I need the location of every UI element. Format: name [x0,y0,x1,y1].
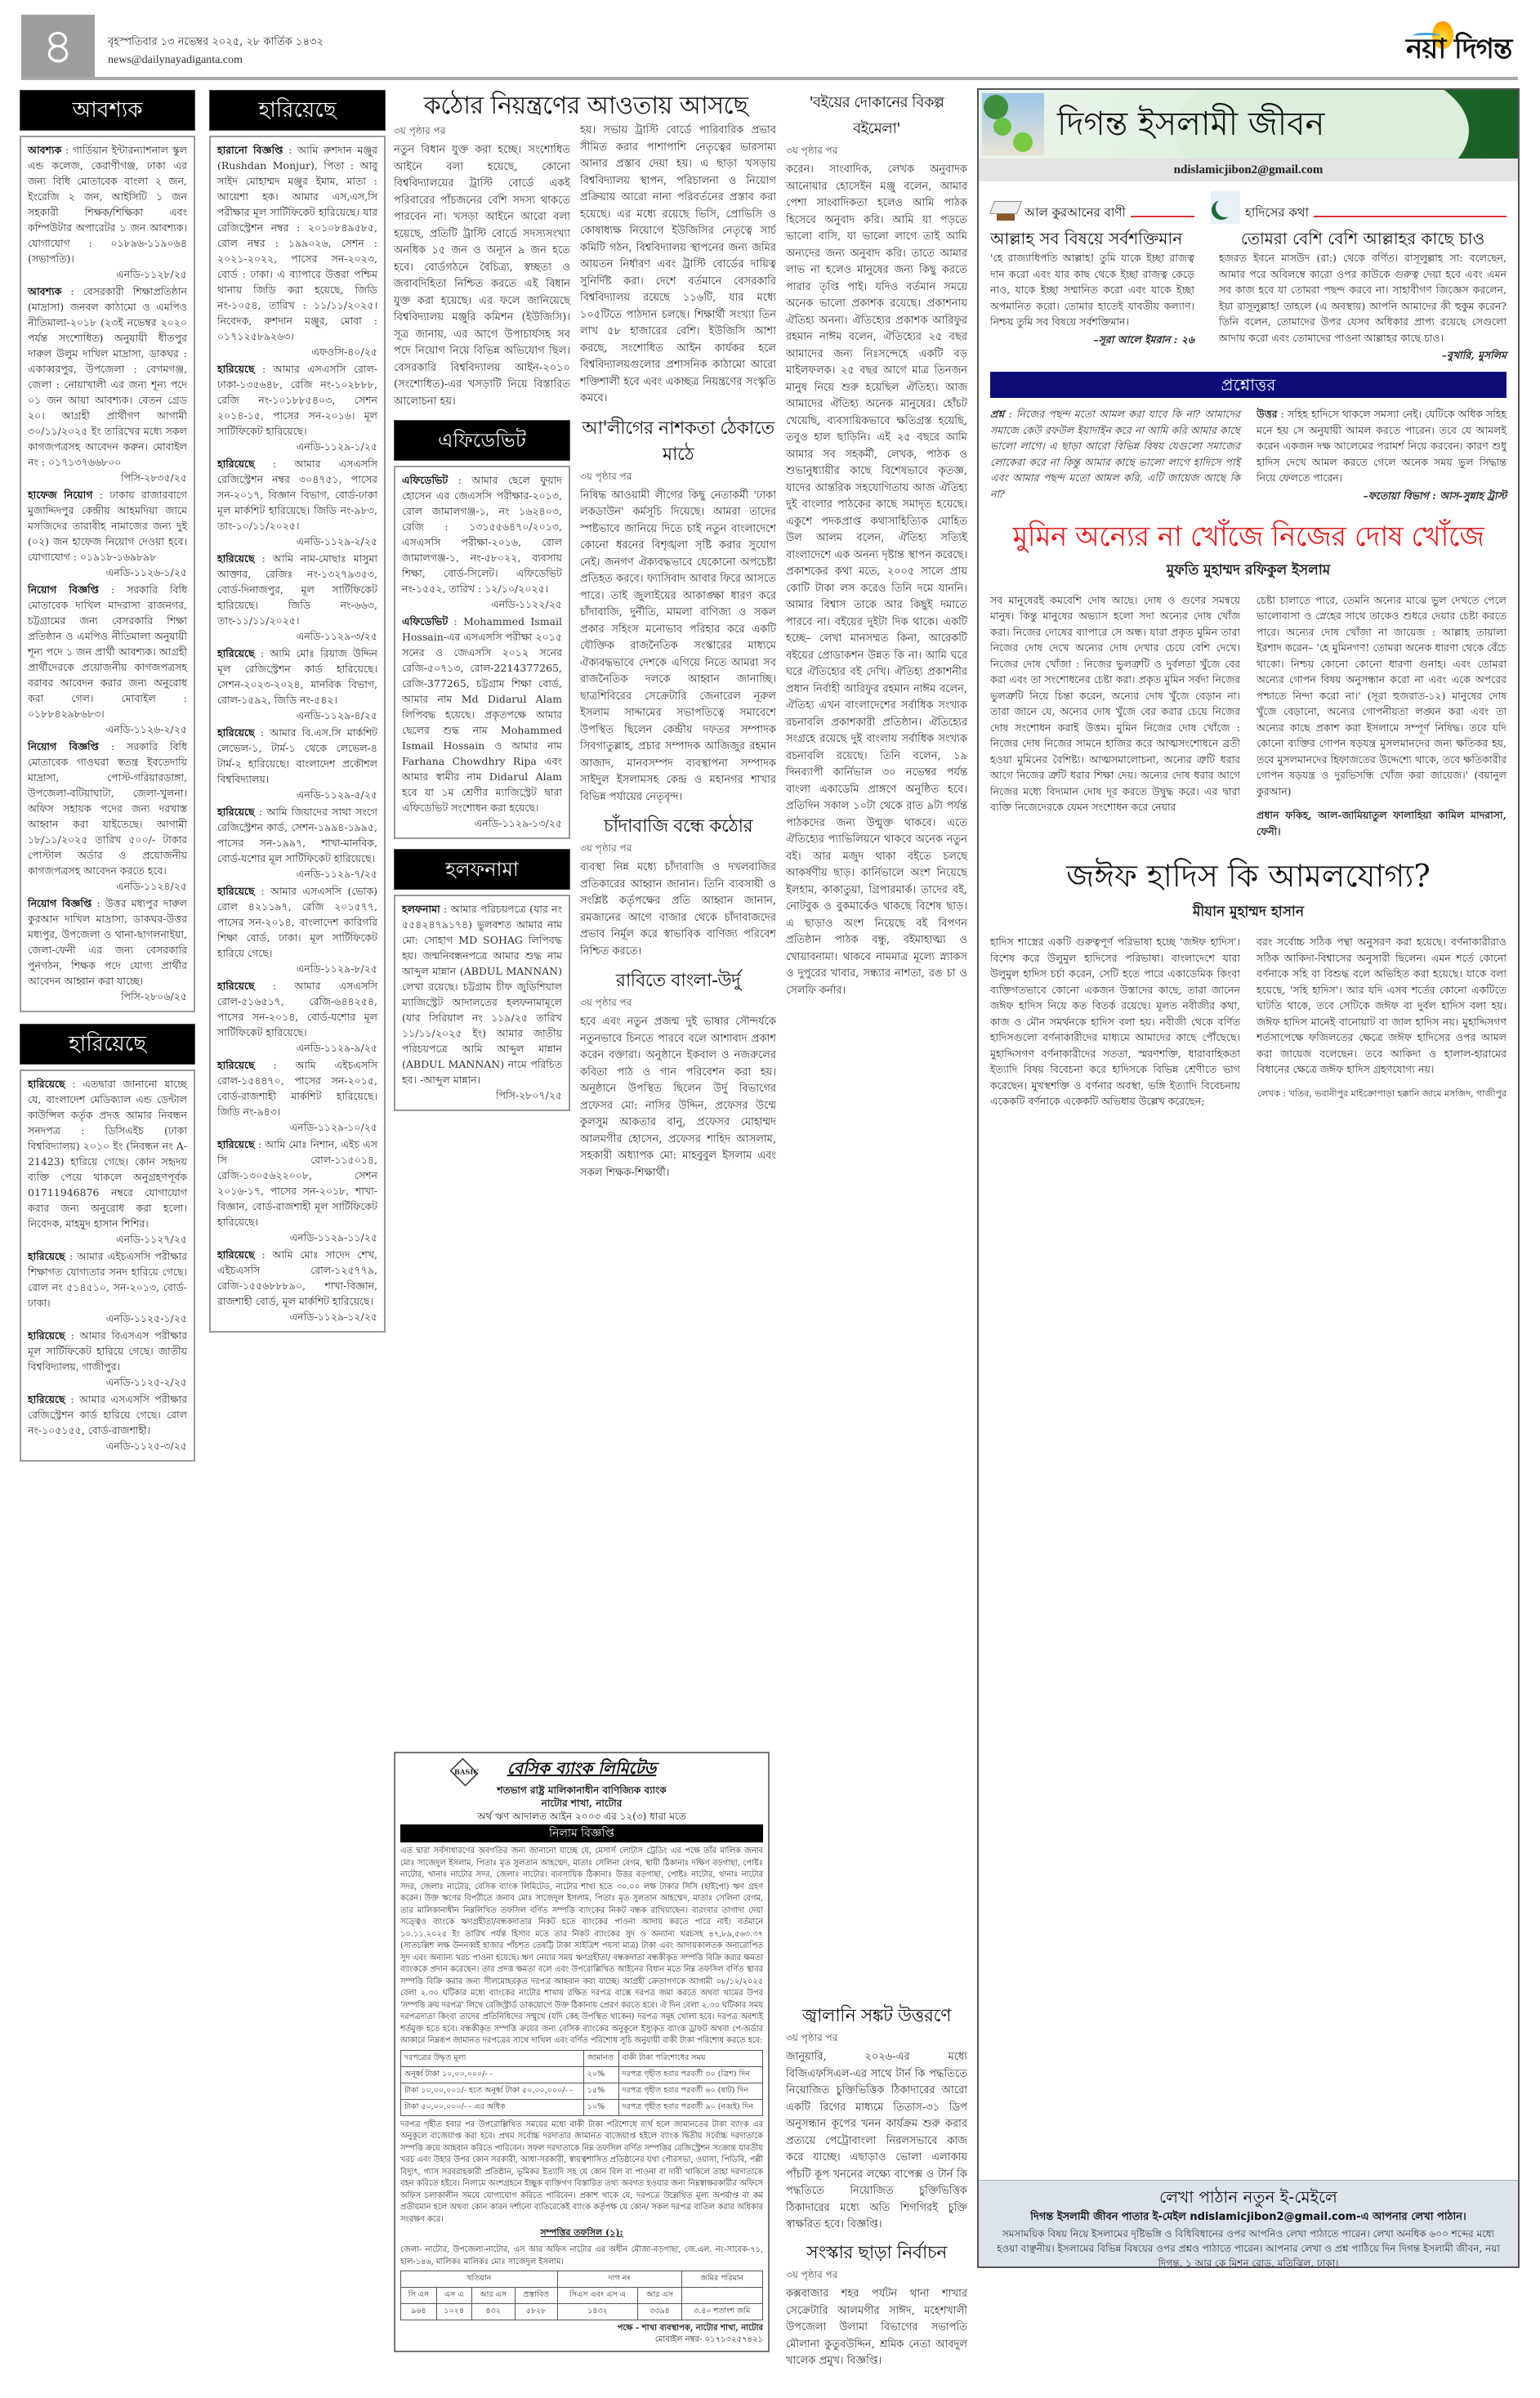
ad-label: হারিয়েছে [217,1059,255,1071]
table-cell: ১০২৪ [436,2304,471,2320]
bank-branch: নাটোর শাখা, নাটোর [541,1797,623,1809]
signatory-phone: মোবাইল নম্বর- ০১৭১৩২৫৭৪২১ [654,2335,763,2344]
table-row [401,2066,763,2083]
table-row [401,2083,763,2099]
article-byline: মীযান মুহাম্মদ হাসান [1192,904,1305,920]
answer-label: উত্তর [1257,408,1278,420]
quran-title: আল্লাহ সব বিষয়ে সর্বশক্তিমান [990,229,1183,248]
ad-label: হারিয়েছে [217,806,255,818]
ad-code: এনডি-১১২৯-৭/২৫ [296,868,377,880]
hadith-label: হাদিসের কথা [1245,205,1309,220]
quran-hadith-row [979,227,1518,365]
bank-subtitle: শতভাগ রাষ্ট্র মালিকানাধীন বাণিজ্যিক ব্যাংক [497,1784,667,1796]
ad-label: হারিয়েছে [217,1138,255,1150]
classified-ad [28,1328,187,1390]
continued-from: ৩য় পৃষ্ঠার পর [786,145,838,156]
ad-text: : আমি মোঃ নিশান, এইচ এস সি রোল-১১৫০১৪, রেজি-১৩০৫৬২২০০৮, সেশন ২০১৬-১৭, পাসের সন-২০১৮, শাখা-বিজ্ঞান, বোর্ড-রাজশাহী মূল সার্টিফিকেট হারিয়েছে। [217,1138,377,1228]
ad-code: পিসি-২৮০৬/২৫ [120,990,187,1003]
table-cell: ৩৩৯৪ [638,2304,681,2320]
ad-text: : সরকারি বিধি মোতাবেক দাখিল মাদরাসা রাজনগর, চট্টগ্রামের জন্য বেসরকারি শিক্ষা প্রতিষ্ঠান ও এমপিও নীতিমালা অনুযায়ী শূন্য পদে ১ জন প্রার্থী আবশ্যক। আগ্রহী প্রার্থীদেরকে প্রয়োজনীয় কাগজপত্রসহ বরাবর আবেদন করার জন্য অনুরোধ করা গেল। মোবাইল : ০১৮৮৪২৯৮৬৮৩। [28,583,187,720]
table-header-cell: জামানত [583,2050,618,2066]
quran-block [990,227,1194,365]
table-cell: ১৪৩২ [557,2304,638,2320]
continued-from: ৩য় পৃষ্ঠার পর [394,125,446,136]
table-cell: ১০% [583,2099,618,2115]
article-right-column: চেষ্টা চালাতে পারে, তেমনি অন্যের মাঝে ভুল দেখতে পেলে ভালোবাসা ও স্নেহের সাথে তাকেও শুধরে দেয়ার চেষ্টা করতে পারে। অন্যের দোষ খোঁজা না জায়েজ : আল্লাহ তায়ালা ইরশাদ করেন– 'হে মুমিনগণ! তোমরা অনেক ধারণা থেকে বেঁচে থাকো। নিশ্চয় কোনো কোনো ধারণা গুনাহ। এবং তোমরা অন্যের গোপন বিষয় অনুসন্ধান করো না এবং একে অপরের পশ্চাতে নিন্দা করো না।' (সূরা হুজরাত-১২) মানুষের দোষ খুঁজে বেড়ানো, অন্যের গোপনীয়তা লঙ্ঘন করা এবং তা অন্যের কাছে প্রকাশ করা ইসলামে সম্পূর্ণ নিষিদ্ধ। তবে যদি কোনো ব্যক্তির গোপন ষড়যন্ত্র মুসলমানদের জন্য ক্ষতিকর হয়, তবে মুসলমানদের হিফাজতের উদ্দেশ্যে থাকে, তবে ক্ষতিকারীর গোপন ষড়যন্ত্র ও দুরভিসন্ধি খোঁজ করা জায়েজ।' (বয়ানুল কুরআন) [1257,593,1507,797]
contact-email[interactable]: news@dailynayadiganta.com [108,54,243,66]
ad-text: : ঢাকায় রাজারবাগে মুজাদ্দিদপুর কেন্দ্রীয় আহমদিয়া জামে মসজিদের তারাবীহ নামাজের জন্য দুই (০২) জন হাফেজ নিয়োগ দেওয়া হবে। যোগাযোগ : ০১৯১৮-১৬৯৮৯৮ [28,489,187,563]
quran-label-group [990,191,1194,224]
lost-ads-box [20,1069,195,1462]
article-body: কক্সবাজার শহর পর্যটন থানা শাখার সেক্রেটারি আলমগীর সাঈদ, মহেশখালী উপজেলা উলামা বিভাগের সভাপতি মৌলানা কুতুবউদ্দিন, শ্রমিক নেতা আবদুল খালেক প্রমুখ। বিজ্ঞপ্তি। [786,2288,967,2367]
ad-code: এনডি-১১২৯-১০/২৫ [289,1121,377,1133]
submission-footer [979,2180,1518,2269]
classified-ad [28,582,187,737]
ad-text: : আমার এসএসসি রোল-৫১৬৫১৭, রেজি-৬৪৪২৫৪, পাসের সন-২০১৪, বোর্ড-যশোর মূল সার্টিফিকেট হারিয়েছে। [217,980,377,1038]
ad-label: আবশ্যক [28,285,62,297]
ad-code: এনডি-১১২৯-২/২৫ [296,535,377,547]
ad-label: হারিয়েছে [28,1393,65,1405]
crescent-mosque-icon [1211,191,1240,224]
article-body-fault [979,592,1518,840]
headline-book-fair[interactable]: 'বইয়ের দোকানের বিকল্প বইমেলা' [809,94,944,137]
hadith-text: হজরত ইবনে মাসউদ (রা:) থেকে বর্ণিত। রাসূলুল্লাহ সা: বলেছেন, আমার পরে অবিলম্বে কারো ওপর কাউকে গুরুত্ব দেয়া হবে এবং এমন সব কাজ হবে যা তোমরা পছন্দ করবে না। সাহাবীগণ জিজ্ঞেস করলেন, ইয়া রাসূলুল্লাহ! তাহলে (এ অবস্থায়) আপনি আমাদের কী হুকুম করেন? তিনি বলেন, তোমাদের উপর যেসব অধিকার প্রাপ্য রয়েছে সেগুলো আদায় করো এবং তোমাদের পাওনা আল্লাহর কাছে চাও। [1219,252,1507,344]
table-subheader-cell: প্রস্তাবিত [515,2288,557,2304]
table-cell: ২০% [583,2066,618,2083]
bank-header [400,1757,763,1823]
article-left-column: হাদিস শাস্ত্রের একটি গুরুত্বপূর্ণ পরিভাষা হচ্ছে 'জঈফ হাদিস'। বিশেষ করে উলুমুল হাদিসের পরিভাষা। বাংলাদেশে যারা উলুমুল হাদিস চর্চা করেন, সেটি হতে পারে একাডেমিক কিংবা ব্যক্তিগতভাবে কোনো একজন উস্তাদের কাছে, তারা জানেন জঈফ হাদিস নিয়ে কত বিতর্ক রয়েছে। মূলত নবীজীর কথা, কাজ ও মৌন সমর্থনকে হাদিস বলা হয়। নবীজী থেকে বর্ণিত হাদিসগুলো বর্ণনাকারীদের মাধ্যমে আমাদের কাছে পৌঁছেছে। মুহাদ্দিসগণ বর্ণনাকারীদের সততা, স্মরণশক্তি, ধারাবাহিকতা ইত্যাদি বিষয় বিবেচনা করে হাদিসকে বিভিন্ন শ্রেণীতে ভাগ করেছেন। মুখস্থশক্তি ও বর্ণনার অবস্থা, ভঙ্গি ইত্যাদি বিবেচনায় একেকটি বর্ণনাকে একেকটি অভিধায় উল্লেখ করেছেন; [990,936,1240,1107]
ad-code: এনডি-১১২৯-৩/২৫ [296,630,377,642]
ad-code: এনডি-১১২৫-১/২৫ [105,1312,187,1324]
ad-text: : আমার এসএসসি পরীক্ষার রেজিস্ট্রেশন কার্ড হারিয়ে গেছে। রোল নং-১০৫১৫৫, বোর্ড-রাজশাহী। [28,1393,187,1436]
ad-text: : এতদ্বারা জানানো যাচ্ছে যে, বাংলাদেশ মেডিক্যাল এন্ড ডেন্টাল কাউন্সিল কর্তৃক প্রদত্ত আমার নিবন্ধন সনদপত্র : ডিসিএইচ (ঢাকা বিশ্ববিদ্যালয়) ২০১০ ইং (নিবন্ধন নং A-21423) হারিয়ে গেছে। কোন সহৃদয় ব্যক্তি পেয়ে থাকলে অনুগ্রহণপূর্বক 01711946876 নম্বরে যোগাযোগ করার জন্য অনুরোধ করা হলো। নিবেদক, মাহমুদ হাসান শিশির। [28,1078,187,1230]
ad-code: এনডি-১১২৯-১৩/২৫ [474,817,562,829]
ad-label: হারিয়েছে [28,1250,65,1262]
ad-label: এফিডেভিট [402,474,449,486]
section-heading-wanted: আবশ্যক [20,90,195,131]
ad-text: : আমার ছেলে ফুয়াদ হোসেন এর জেএসসি পরীক্ষার-২০১৩, রোল জামালগঞ্জ-১, নং ১৬২৪০৩, রেজি : ১৩১৫৫৬৪৭০/২০১৩, এসএসসি পরীক্ষা-২০১৬, রোল জামালগঞ্জ-১, নং-৫৮০২২, ব্যবসায় শিক্ষা, বোর্ড-সিলেট। এফিডেভিট নং-১৫৫২, তারিখ : ১২/১০/২০২৫। [402,474,562,595]
ad-label: আবশ্যক [28,144,62,156]
article-byline: মুফতি মুহাম্মদ রফিকুল ইসলাম [1166,561,1331,578]
article-right-column-wrap [1257,592,1507,840]
section-heading-affidavit: এফিডেভিট [394,420,570,461]
table-header-cell: বাকী টাকা পরিশোধের সময় [618,2050,762,2066]
table-cell: ৪৩২ [471,2304,515,2320]
hadith-block [1219,227,1507,365]
ad-code: এনডি-১১২৬-২/২৫ [105,723,187,735]
sub-column-right [580,123,776,1181]
ad-label: নিয়োগ বিজ্ঞপ্তি [28,583,99,596]
schedule-title: সম্পত্তির তফসিল (১): [540,2227,623,2238]
ad-code: এনডি-১১২৭/২৫ [116,1233,187,1245]
article-left-column: সব মানুষেরই কমবেশি দোষ আছে। দোষ ও গুণের সমন্বয়ে মানুষ। কিন্তু মানুষের অভ্যাস হলো সদা অন্যের দোষ খোঁজ করা। নিজের দোষের ব্যাপারে সে অন্ধ। যারা প্রকৃত মুমিন তারা নিজের দোষ দেখে অন্যের দোষ দেখার চেয়ে বেশি দেখে। নিজের দোষ খোঁজা : নিজের ভুলত্রুটি ও দুর্বলতা খুঁজে বের করা এবং তা সংশোধনের চেষ্টা করা। প্রকৃত মুমিন সর্বদা নিজের ভুলত্রুটি নিয়ে চিন্তা করেন, অন্যের দোষ খুঁজে বেড়ান না। তারা জানে যে, অন্যের দোষ খুঁজে বের করার চেয়ে নিজের দোষ সংশোধন করাই উত্তম। মুমিন নিজের দোষ খোঁজে : নিজের দোষ নিজের সামনে হাজির করে আত্মসংশোধনে ব্রতী হওয়া মুমিনের বৈশিষ্ট্য। আত্মসমালোচনা, অন্যের ত্রুটি ধরার আগে নিজের ত্রুটি ধরার শিক্ষা দেয়। অন্যের দোষ ধরার আগে নিজের মধ্যে বিদ্যমান দোষ দূর করতে উদ্বুদ্ধ করে। এর দ্বারা ব্যক্তি নিজেদেরকে যেমন সংশোধন করে নেয়ার [990,593,1240,813]
classified-ad [28,142,187,282]
green-dot-decoration [993,118,1011,136]
question-text: : নিজের পছন্দ মতো আমল করা যাবে কি না? আমাদের সমাজে কেউ রফউল ইয়াদাইন করে না আমি করি আমার কাছে ভালো লাগে। এ ছাড়া আরো বিভিন্ন বিষয় যেগুলো সমাজের লোকেরা করে না কিন্তু আমার কাছে ভালো লাগে হাদিসে পাই এবং আমার পছন্দ মতো আমল করি, এটি জায়েজ আছে কি না? [990,408,1240,500]
logo-text: নয়া দিগন্ত [1406,33,1512,65]
table-subheader-cell [681,2288,762,2304]
table-cell: ৩.৪০ শতাংশ জমি [681,2304,762,2320]
ad-text: : আমার এসএসসি রেজিস্ট্রেশন নম্বর ৩০৪৭৫১, পাসের সন-২০১৭, বিজ্ঞান বিভাগ, বোর্ড-ঢাকা মূল মার্কশিট হারিয়েছে। জিডি নং-৯৮৩, তাং-১০/১১/২০২৫। [217,458,377,532]
table-subheader-cell: এস এ [436,2288,471,2304]
sub-column-left [394,123,570,1181]
issue-date: বৃহস্পতিবার ১৩ নভেম্বর ২০২৫, ২৮ কার্তিক ১৪৩২ [108,36,324,48]
ad-text: : সরকারি বিধি মোতাবেক গাওঘরা স্বতন্ত্র ইবতেদায়ি মাদ্রাসা, পোস্ট-গরিয়ারডাঙ্গা, উপজেলা-বটিয়াঘাটা, জেলা-খুলনা। অফিস সহায়ক পদের জন্য দরখাস্ত আহ্বান করা যাইতেছে। আগামী ১৮/১১/২০২৫ তারিখ ৫০০/- টাকার পোস্টাল অর্ডার ও প্রয়োজনীয় কাগজপত্রসহ আবেদন করতে হবে। [28,740,187,877]
ad-label: হারিয়েছে [217,363,255,375]
qa-block [979,398,1518,506]
hadith-source: –বুখারি, মুসলিম [1441,349,1507,361]
headline-election[interactable]: সংস্কার ছাড়া নির্বাচন [806,2243,947,2263]
headline-strict-control[interactable]: কঠোর নিয়ন্ত্রণের আওতায় আসছে [423,92,748,120]
classified-ad [402,901,562,1103]
table-cell: ৫৮২৮ [515,2304,557,2320]
continued-from: ৩য় পৃষ্ঠার পর [580,842,632,854]
sub-section-labels [979,181,1518,227]
classified-ad [28,895,187,1004]
classified-ad [217,456,377,549]
article-body: করেন। সাংবাদিক, লেখক অনুবাদক আনোয়ার হোসেইন মঞ্জু বলেন, আমার পেশা সাংবাদিকতা হলেও আমি পাঠক হিসেবে অনুবাদ করি। আমি যা পড়তে ভালো বাসি, যা ভালো লাগে তাই আমি অন্যদের জন্য অনুবাদ করি। তাতে আমার লাভ না হলেও মানুষের জন্য কিছু করতে পারার তৃপ্তি পাই। যদিও বর্তমান সময়ে অনেক ভালো প্রকাশক রয়েছে। প্রকাশনায় ঐতিহ্য অনন্য। ঐতিহ্যের প্রকাশক আরিফুর রহমান নাঈম বলেন, ঐতিহ্যের ২৫ বছর আমাদের জন্য নিঃসন্দেহে একটি বড় মাইলফলক। ২৫ বছর আগে মাত্র তিনজন মানুষ নিয়ে শুরু হয়েছিল ঐতিহ্য। আজ আমাদের ঐতিহ্য অনেক মানুষের। হোঁচট খেয়েছি, ব্যবসায়িকভাবে ক্ষতিগ্রস্ত হয়েছি, তবুও হাল ছাড়িনি। এই ২৫ বছরে আমি আমার সব সহকর্মী, লেখক, পাঠক ও শুভানুধ্যায়ীর কাছে বিশেষভাবে কৃতজ্ঞ, যাদের আন্তরিক সহযোগিতায় আজ ঐতিহ্য দুই বাংলার পাঠকের কাছে সমাদৃত হয়েছে। একুশে পদকপ্রাপ্ত কথাসাহিত্যিক মোহিত উল আলম বলেন, ঐতিহ্য সত্যিই বাংলাদেশে এক অনন্য দৃষ্টান্ত স্থাপন করেছে। প্রকাশকের কথা মতে, ২০০৫ সালে প্রায় কোটি টাকা লস করেও তিনি দমে যাননি। আমার বিশ্বাস তাকে আর কিছুই দমাতে পারবে না। বইয়ের দুইটা দিক থাকে। একটি হচ্ছে– লেখা মানসম্মত কিনা, আরেকটি বইয়ের প্রোডাকশন উন্নত কি না। আমি ঘরে ঘরে ঐতিহ্যের বই দেখি। ঐতিহ্য প্রকাশনীর প্রধান নির্বাহী আরিফুর রহমান নাঈম বলেন, ঐতিহ্য এখন বাংলাদেশের সর্বাধিক সংখ্যক রচনাবলি প্রকাশকারী প্রতিষ্ঠান। ঐতিহ্যের সংগ্রহে রয়েছে দুই বাংলায় সর্বাধিক সংখ্যক রচনাবলি রয়েছে। তিনি বলেন, ১৯ দিনব্যাপী কার্নিভাল ৩০ নভেম্বর পর্যন্ত বাংলা একাডেমি প্রাঙ্গণে অনুষ্ঠিত হবে। প্রতিদিন সকাল ১০টা থেকে রাত ৯টা পর্যন্ত পাঠকদের জন্য উন্মুক্ত থাকবে। এতে ঐতিহ্যের প্যাভিলিয়নে থাকবে অনেক নতুন বই। আর মজুদ থাকা বইতে চলছে আকর্ষণীয় ছাড়। কার্নিভালে অংশ নিয়েছে ইলহাম, কাকাতুয়া, গ্রিপারমার্ক। তাদের বই, নোটবুক ও বুকমার্কেও থাকছে বিশেষ ছাড়। এ ছাড়াও অংশ নিয়েছে বই বিপণন প্রতিষ্ঠান পাঠক বন্ধু, বইমাহাত্ম্য ও খোয়াবনামা। থাকবে নামমাত্র মূল্যে স্ন্যাকস ও দুপুরের খাবার, সন্ধ্যার নাশতা, রঙ চা ও সেলফি কর্নার। [786,163,967,997]
hadith-title: তোমরা বেশি বেশি আল্লাহর কাছে চাও [1240,229,1485,248]
ad-text: : আমি রুশদান মঞ্জুর (Rushdan Monjur), পিতা : আবু সাইদ মোহাম্মদ মঞ্জুর ইমাম, মাতা : আয়েশা হক। আমার এস,এস,সি পরীক্ষার মূল সার্টিফিকেট হারিয়েছে। যার রেজিস্ট্রেশন নম্বর : ২০১০৮৪৯৫৮৫, রোল নম্বর : ১৯৯০২৬, সেশন : ২০২১-২০২২, পাসের সন-২০২৩, বোর্ড : ঢাকা। এ ব্যাপারে উত্তরা পশ্চিম থানায় জিডি করা হয়েছে, জিডি নং-১০৫৪, তারিখ : ১১/১১/২০২৫। নিবেদক, রুশদান মঞ্জুর, মোবা : ০১৭১২৫৮৯২৬৩। [217,144,378,342]
article-headline-weak-hadith[interactable]: জঈফ হাদিস কি আমলযোগ্য? [1066,858,1431,894]
table-cell: ৯৬৪ [401,2304,437,2320]
deposit-table [400,2050,763,2116]
red-rule [1314,216,1507,217]
continued-from: ৩য় পৃষ্ঠার পর [786,2269,838,2280]
news-column-election [786,2240,967,2370]
news-column-books [786,90,967,999]
ad-text: : আমার এসএসসি রোল-ঢাকা-১৩৫৬৪৮, রেজি নং-১০২৮৮৮, রেজি নং-১০১৮৮৫৪০৩, সেশন ২০১৪-১৫, পাসের সন-২০১৬। মূল সার্টিফিকেট হারিয়েছে। [217,363,377,437]
classified-ad [28,487,187,580]
classified-ad [217,142,377,359]
ad-text: : বেসরকারী শিক্ষাপ্রতিষ্ঠান (মাদ্রাসা) জনবল কাঠামো ও এমপিও নীতিমালা-২০১৮ (২৩ই নভেম্বর ২০২০ পর্যন্ত সংশোধিত) অনুযায়ী ধীতপুর দারুল উলুম দাখিল মাদ্রাসা, ডাকঘর : একাব্বরপুর, উপজেলা : বেগমগঞ্জ, জেলা : নোয়াখালী এর জন্য শূন্য পদে ০১ জন আয়া আবশ্যক। বেতন গ্রেড ২০। আগ্রহী প্রার্থীগণ আগামী ৩০/১১/২০২৫ ইং তারিখের মধ্যে সকল কাগজপত্রসহ আবেদন করুন। মোবাইল নং : ০১৭১৩৭৬৬৮০০ [28,285,187,468]
table-cell: অনূর্ধ্ব টাকা ১০,০০,০০০/- - [401,2066,584,2083]
classified-ad [28,739,187,894]
continued-from: ৩য় পৃষ্ঠার পর [580,997,632,1008]
signatory: পক্ষে - শাখা ব্যবস্থাপক, নাটোর শাখা, নাটোর [617,2324,763,2333]
lost-ads-box [209,136,386,1333]
newspaper-logo[interactable] [1393,18,1515,69]
continued-from: ৩য় পৃষ্ঠার পর [580,470,632,482]
table-group-header: খতিয়ান [401,2271,558,2288]
ad-code: এনডি-১১২৫-২/২৫ [105,1376,187,1388]
footer-email-line[interactable]: দিগন্ত ইসলামী জীবন পাতার ই-মেইল ndislamicjibon2@gmail.com-এ আপনার লেখা পাঠান। [1030,2211,1466,2223]
classified-ad [217,804,377,882]
red-rule [1131,216,1194,217]
schedule-text: জেলা- নাটোর, উপজেলা-নাটোর, এস আর অফিস নাটোর এর অধীন মৌজা-বড়গাছা, জে.এল. নং-সাবেক-৭১, হাল-১৪৬, মালিকঃ মালিকঃ মোঃ সাজেদুল ইসলাম। [400,2245,763,2266]
ad-label: হাফেজ নিয়োগ [28,489,93,501]
quran-label: আল কুরআনের বাণী [1024,205,1126,220]
ad-code: এনডি-১১২৯-৫/২৫ [296,788,377,801]
section-heading-lost: হারিয়েছে [20,1024,195,1065]
answer-source: –ফতোয়া বিভাগ : আস-সুন্নাহ ট্রাস্ট [1363,489,1507,502]
classified-ad [217,1136,377,1245]
table-cell: ১৫% [583,2083,618,2099]
ad-code: এনডি-১১২৯-১/২৫ [296,440,377,453]
table-subheader-cell: আর এস [471,2288,515,2304]
bank-logo-text: BASIC [454,1767,479,1776]
ad-text: : আমি মোঃ সাদেদ শেখ, এইচএসসি রোল-১২৫৭৭৯, রেজি-১৫৫৬৮৮৮৯০, শাখা-বিজ্ঞান, রাজশাহী বোর্ড, মূল মার্কশিট হারিয়েছে। [217,1248,377,1307]
ad-text: : আমি মোঃ রিয়াজ উদ্দিন মূল রেজিস্ট্রেশন কার্ড হারিয়েছে। সেশন-২০২৩-২০২৪, মানবিক বিভাগ, রোল-১৫৯২, জিডি নং-৫৪২। [217,647,377,706]
ad-text: : গার্ডিয়ান ইন্টারন্যাশনাল স্কুল এন্ড কলেজ, কেরাণীগঞ্জ, ঢাকা এর জন্য বিধি মোতাবেক বাংলা ২ জন, ইংরেজি ২ জন, আইসিটি ১ জন সহকারী শিক্ষক/শিক্ষিকা এবং কম্পিউটার অপারেটর ১ জন আবশ্যক। যোগাযোগ : ০১৮৯৬-১১৯০৬৪ (সভাপতি)। [28,144,187,265]
ad-text: : Mohammed Ismail Hossain-এর এসএসসি পরীক্ষা ২০১৫ সনের ও জেএসসি ২০১২ সনের রেজি-৫০৭১৩, রোল-2214377265, রেজি-377265, চট্টগ্রাম শিক্ষা বোর্ড, আমার নাম Md Didarul Alam লিপিবদ্ধ হয়েছে। প্রকৃতপক্ষে আমার ছেলের শুদ্ধ নাম Mohammed Ismail Hossain ও আমার নাম Farhana Chowdhry Ripa এবং আমার স্বামীর নাম Didarul Alam হবে যা ১ম শ্রেণীর ম্যাজিস্ট্রেট দ্বারা এফিডেভিট সংশোধন করা হয়েছে। [402,615,562,814]
article-body: হবে এবং নতুন প্রজন্ম দুই ভাষার সৌন্দর্যকে নতুনভাবে চিনতে পারবে বলে আশাবাদ প্রকাশ করেন বক্তারা। অনুষ্ঠানে ইকবাল ও নজরুলের কবিতা পাঠ ও গান পরিবেশন করা হয়। অনুষ্ঠানে উপস্থিত ছিলেন উর্দু বিভাগের প্রফেসর মো: নাসির উদ্দিন, প্রফেসর উম্মে কুলসুম আকতার বানু, প্রফেসর মোহাম্মদ আলমগীর হোসেন, প্রফেসর শাহিদ আসলাম, সহকারী অধ্যাপক মো: মাহবুবুল ইসলাম এবং সকল শিক্ষক-শিক্ষার্থী। [580,1016,776,1179]
section-email[interactable]: ndislamicjibon2@gmail.com [979,159,1518,181]
ad-label: হারিয়েছে [217,726,255,739]
ad-text: : আমার বি.এস.সি মার্কশিট লেভেল-১, টার্ম-১ থেকে লেভেল-৪ টার্ম-২ হারিয়েছে। বাংলাদেশ প্রকৌশল বিশ্ববিদ্যালয়। [217,726,377,785]
ad-code: এনডি-১১২৮/২৫ [116,268,187,280]
table-cell: টাকা ৫০,০০,০০০/- - এর অধিক [401,2099,584,2115]
classifieds-lost-column [209,90,386,1333]
masthead [0,0,1540,82]
halafnama-ads-box [394,895,570,1111]
classified-ad [217,1057,377,1135]
section-heading-halafnama: হলফনামা [394,849,570,890]
quran-source: –সূরা আলে ইমরান : ২৬ [1093,333,1194,346]
ad-label: হারিয়েছে [217,458,255,470]
quran-text: 'হে রাজ্যাধিপতি আল্লাহ! তুমি যাকে ইচ্ছা রাজত্ব দান করো এবং যার কাছ থেকে ইচ্ছা রাজত্ব কেড়ে নাও, যাকে ইচ্ছা সম্মানিত করো এবং যাকে ইচ্ছা অপমানিত করো। তোমার হাতেই যাবতীয় কল্যাণ। নিশ্চয় তুমি সব বিষয়ে সর্বশক্তিমান। [990,252,1194,328]
classified-ad [217,551,377,644]
classified-ad [217,883,377,976]
article-right-column: বরং সর্বোচ্চ সঠিক পন্থা অনুসরণ করা হয়েছে। বর্ণনাকারীরাও সঠিক আকিদা-বিশ্বাসের অনুসারী ছিলেন। এমন শর্তে কোনো বর্ণনাকে সহি বা বিশুদ্ধ বলে অভিহিত করা হয়েছে। যাকে বলা হয়েছে, 'সহি হাদিস'। আর যদি এসব শর্তের কোনো একটিতে ঘাটতি থাকে, তবে সেটিকে জঈফ বা দুর্বল হাদিস বলা হয়। জঈফ হাদিস মানেই বানোয়াট বা জাল হাদিস নয়। মুহাদ্দিসগণ শর্তসাপেক্ষে ফজিলতের ক্ষেত্রে জঈফ হাদিসের ওপর আমল করা জায়েজ বলেছেন। তবে আকিদা ও হালাল-হারামের বিধানের ক্ষেত্রে জঈফ হাদিস গ্রহণযোগ্য নয়। [1257,936,1507,1075]
auction-notice-terms: দরপত্র গৃহীত হবার পর উপরোল্লিখিত সময়ের মধ্যে বাকী টাকা পরিশোধে ব্যর্থ হলে জামানতের টাকা ব্যাংক এর অনুকূলে বাজেয়াপ্ত করা হবে। প্রথম সর্বোচ্চ দরদাতার জামানত বাজেয়াপ্ত হইলে ব্যাংক দ্বিতীয় সর্বোচ্চ দরদাতাকে সম্পত্তি ক্রয়ে আহবান করিতে পারিবেন। সফল দরদাতাকে নিম্ন তফসিল বর্ণিত সম্পত্তির রেজিস্ট্রেশন সংক্রান্ত যাবতীয় খরচ এবং উহার উপর কোন সরকারী, আধা-সরকারী, স্বায়ত্বশাসিত প্রতিষ্ঠানের যথা পৌরসভা, ওয়াসা, পিডিবি, পল্লী বিদ্যুৎ, গ্যাস সরবরাহকারী প্রতিষ্ঠান, ভূমিকর ইত্যাদি সহ যে কোন বিল বা পাওনা বা দাবী থাকিলে তাহা দরদাতাকে বহন করিতে হইবে। নিলামে অংশগ্রহনে ইচ্ছুক ব্যক্তিগণ বিস্তারিত তথ্য অবগত হওয়ার জন্য নিম্নস্বাক্ষরকারীর অফিসে অফিস চলাকালীন সময়ে যোগাযোগ করিতে পারিবেন। প্রকাশ থাকে যে, দরপত্রে উল্লেখিত মূল্য অপর্যাপ্ত বা কম প্রতীয়মান হলে অথবা কোন কারন দর্শানো ব্যতিরেকেই ব্যাংক কর্তৃপক্ষ যে কোন/ সকল দরপত্র বাতিল করার অধিকার সংরক্ষণ করে। [400,2119,763,2224]
ad-text: : আমি এইচএসসি রোল-১৫৪৪৭০, পাসের সন-২০১৫, বোর্ড-রাজশাহী মার্কশিট হারিয়েছে। জিডি নং-৯৪৩। [217,1059,377,1118]
masthead-rule [21,77,1518,80]
headline-rabi-bangla-urdu[interactable]: রাবিতে বাংলা-উর্দু [615,971,741,991]
ad-label: হারিয়েছে [217,552,255,565]
islamic-banner [979,90,1518,159]
ad-label: হারিয়েছে [28,1078,65,1090]
ad-code: এনডি-১১২৯-৪/২৫ [296,709,377,721]
ad-label: নিয়োগ বিজ্ঞপ্তি [28,897,92,909]
table-group-header: জমির পরিমান [681,2271,762,2288]
ad-label: হলফনামা [402,903,440,915]
ad-text: : আমার এইচএসসি পরীক্ষার শিক্ষাগত যোগ্যতার সনদ হারিয়ে গেছে। রোল নং ৫১৪৫১০, সন-২০১৩, বোর্ড-ঢাকা। [28,1250,187,1309]
article-body: নিষিদ্ধ আওয়ামী লীগের কিছু নেতাকর্মী 'ঢাকা লকডাউন' কর্মসূচি দিয়েছে। আমরা তাদের স্পষ্টভাবে জানিয়ে দিতে চাই নতুন বাংলাদেশে কোনো ধরনের বিশৃঙ্খলা সৃষ্টি করার সুযোগ নেই। জনগণ ঐক্যবদ্ধভাবে যেকোনো অপচেষ্টা প্রতিহত করবে। ফ্যাসিবাদ আবার ফিরে আসতে পারে। তাই জুলাইয়ের আকাঙ্ক্ষা ধারণ করে চাঁদাবাজি, দুর্নীতি, মামলা বাণিজ্য ও সকল প্রকার সহিংস মনোভাব পরিহার করে একটি যৌক্তিক রাজনৈতিক সংস্কারের মাধ্যমে ঐক্যবদ্ধভাবে দেশকে এগিয়ে নিতে আমরা সব রাজনৈতিক দলকে আহ্বান জানাচ্ছি। ছাত্রশিবিরের সেক্রেটারি জেনারেল নূরুল ইসলাম সাদ্দামের সভাপতিত্বে সমাবেশে উপস্থিত ছিলেন কেন্দ্রীয় দফতর সম্পাদক সিবগাতুল্লাহ, প্রচার সম্পাদক আজিজুর রহমান আজাদ, মানবসম্পদ ব্যবস্থাপনা সম্পাদক সাইদুল ইসলামসহ কেন্দ্র ও মহানগর শাখার বিভিন্ন পর্যায়ের নেতৃবৃন্দ। [580,489,776,803]
ad-label: হারিয়েছে [217,1248,255,1261]
table-row [401,2304,763,2320]
classified-ad [402,472,562,612]
qa-heading: প্রশ্নোত্তর [990,372,1507,398]
ad-code: পিসি-২৮৩৫/২৫ [120,471,187,484]
table-subheader-cell: সিএস এবং এস এ [557,2288,638,2304]
ad-label: নিয়োগ বিজ্ঞপ্তি [28,740,99,752]
auction-notice-body: এত দ্বারা সর্বসাধারণের অবগতির জন্য জানানো যাচ্ছে যে, মেসার্স লোটাস ট্রেডিং এর পক্ষে তাঁর মালিক জনাব মোঃ সাজেদুল ইসলাম, পিতাঃ মৃত সুলতান আহম্মেদ, মাতাঃ সেলিনা বেগম, স্থায়ী ঠিকানাঃ দক্ষিণ বড়গাছা, পোষ্টঃ নাটোর, থানাঃ নাটোর সদর, জেলাঃ নাটোর। ব্যবসায়িক ঠিকানাঃ উত্তর বড়গাছা, পোষ্টঃ নাটোর, থানাঃ নাটোর সদর, জেলাঃ নাটোর, বেসিক ব্যাংক লিমিটেড, নাটোর শাখা হতে ৩০.০০ লক্ষ টাকার সিসি (হাইপো) ঋণ গ্রহণ করেন। উক্ত ঋণের বিপরীতে জনাব মোঃ সাজেদুল ইসলাম, পিতাঃ মৃত সুলতান আহম্মেদ, মাতাঃ সেলিনা বেগম, তার মালিকানাধীন নিম্নলিখিত তফসিল বর্ণিত সম্পত্তি ব্যাংকের নিকট বন্ধক রাখিয়াছেন। বারংবার তাগাদা দেয়া সত্ত্বেও ব্যাংকে ঋণগ্রহীতা/বন্ধকদাতার নিকট হতে ব্যাংকের পাওনা আদায় করতে পারে নাই। বর্তমানে ১০.১১.২০২৫ ইং তারিখ পর্যন্ত হিসাব মতে তার নিকট ব্যাংকের সুদ ও অন্যান্য খরচসহ ৪৭,৮৯,৫৬৩.৩৭ (সাতচল্লিশ লক্ষ উননব্বই হাজার পাঁচশত তেষট্টি টাকা সাইত্রিশ পয়সা মাত্র) টাকা এবং আদায়কালতক অনারোপিত সুদ এবং অন্যান্য খরচ পাওনা হয়েছে। ঋণ নেয়ার সময় ঋণগ্রহীতা/ বন্ধকদাতা বন্ধকীকৃত সম্পত্তি বিক্রি করার ক্ষমতা ব্যাংককে প্রদান করেছেন। তার প্রদত্ত ক্ষমতা বলে এবং উপরোল্লিখিত আইনের বিধান মতে নিম্ন তফসিল বর্ণিত স্থাবর সম্পত্তি বিক্রি করার জন্য সীলমোহরকৃত দরপত্র আহবান করা যাচ্ছে। আগ্রহী ক্রেতাগণকে আগামী ০৮/১২/২০২৫ বেলা ২.৩০ ঘটিকার মধ্যে ব্যাংকের নাটোর শাখায় রক্ষিত দরপত্র বাক্সে দরপত্র জমা করতে অথবা খামের উপর 'সম্পত্তি ক্রয় দরপত্র' লিখে রেজিস্ট্রার্ড ডাকযোগে উক্ত ঠিকানায় প্রেরণ করতে হবে। ঐ দিন বেলা ২.৩০ ঘটিকার সময় দরপত্রদাতা কিংবা তাদের প্রতিনিধিদের সম্মুখে (যদি কেহ উপস্থিত থাকেন) দরপত্র সমূহ খোলা হবে। দরপত্র অবশ্যই শর্তমুক্ত হতে হবে। বন্ধকীকৃত সম্পত্তি ক্রয়ের জন্য বেসিক ব্যাংকের অনুকূলে ইস্যুকৃত ব্যাংক ড্রাফট অথবা পে-অর্ডার আকারে নিম্নরূপ জামানত দরপত্রের সাথে দাখিল এবং বর্ণিত পরিশোধ সূচি অনুযায়ী বাকী টাকা পরিশোধ করতে হবে: [400,1847,763,2045]
headline-awami-league[interactable]: আ'লীগের নাশকতা ঠেকাতে মাঠে [582,418,774,465]
ad-text: : উত্তর মধ্যপুর দারুল কুরআন দাখিল মাদ্রাসা, ডাকঘর-উত্তর মধ্যপুর, উপজেলা ও থানা-ছাগলনাইয়া, জেলা-ফেনী এর জন্য বেসরকারি পুনগঠন, শিক্ষক পদে যোগ্য প্রার্থীর আবেদন আহ্বান করা যাচ্ছে। [28,897,187,987]
ad-label: হারিয়েছে [28,1329,65,1342]
table-cell: টাকা ১০,০০,০০১/- হতে অনূর্ধ্ব টাকা ৫০,০০,০০০/- - [401,2083,584,2099]
ad-code: এনডি-১১২৬-১/২৫ [105,566,187,578]
continued-from: ৩য় পৃষ্ঠার পর [786,2032,838,2043]
classified-ad [217,1247,377,1324]
classifieds-wanted-column [20,90,195,1462]
author-designation: প্রধান ফকিহ, আল-জামিয়াতুল ফালাহিয়া কামিল মাদরাসা, ফেনী। [1257,809,1507,837]
table-subheader-cell: সি এস [401,2288,437,2304]
islamic-section-frame [977,88,1520,2268]
answer-text: : সহিহ হাদিসে থাকলে সমস্যা নেই। যেটিকে অধিক সহিহ মনে হয় সে অনুযায়ী আমল করতে পারেন। তবে যে আমলই করেন একজন দক্ষ আলেমের পরামর্শ নিয়ে করবেন। কারণ শুধু হাদিস দেখে আমল করতে গেলে অনেক সময় ভুল সিদ্ধান্ত নিয়ে ফেলতে পারেন। [1257,408,1507,484]
classified-ad [217,725,377,802]
ad-label: এফিডেভিট [402,615,449,627]
answer-block [1257,406,1507,506]
ad-code: এনডি-১১২৯-৯/২৫ [296,1042,377,1054]
green-dot-decoration [984,95,1008,119]
article-body: নতুন বিধান যুক্ত করা হচ্ছে। সংশোধিত আইনে বলা হয়েছে, কোনো বিশ্ববিদ্যালয়ের ট্রাস্টি বোর্ডে একই পরিবারের পাঁচজনের বেশি সদস্য থাকতে পারবেন না। খসড়া আইনে আরো বলা হয়েছে, প্রতিটি ট্রাস্টি বোর্ডে সদস্যসংখ্যা অনধিক ১৫ জন ও অন্যূন ৯ জন হতে হবে। বোর্ডগঠনে বৈচিত্র্য, স্বচ্ছতা ও জবাবদিহিতা নিশ্চিত করতে এই বিধান যুক্ত করা হয়েছে। এর ফলে জানিয়েছে বিশ্ববিদ্যালয় মঞ্জুরি কমিশন (ইউজিসি)। সূত্র জানায়, এর আগে উপাচার্যসহ সব পদে নিয়োগ নিয়ে বিভিন্ন অভিযোগ ছিল। বেসরকারি বিশ্ববিদ্যালয় আইন-২০১০ (সংশোধিত)-এর খসড়াটি নিয়ে বিস্তারিত আলোচনা হয়। [394,144,570,408]
ad-code: এনডি-১১২৯-১১/২৫ [289,1231,377,1244]
headline-extortion[interactable]: চাঁদাবাজি বন্ধে কঠোর [603,816,753,837]
table-cell: দরপত্র গৃহীত হবার পরবর্তী ৬০ (ষাট) দিন [618,2083,762,2099]
table-cell: দরপত্র গৃহীত হবার পরবর্তী ৩০ (ত্রিশ) দিন [618,2066,762,2083]
question [990,406,1240,506]
classified-ad [402,614,562,831]
ad-text: : আমার বিএসএস পরীক্ষার মূল সার্টিফিকেট হারিয়ে গেছে। জাতীয় বিশ্ববিদ্যালয়, গাজীপুর। [28,1329,187,1373]
article-right-column-wrap [1257,934,1507,1110]
headline-energy-crisis[interactable]: জ্বালানি সঙ্কট উত্তরণে [801,2006,952,2026]
ad-label: হারিয়েছে [217,885,255,897]
green-dot-decoration [1013,132,1033,152]
ad-label: হারানো বিজ্ঞপ্তি [217,144,283,156]
table-row [401,2099,763,2115]
ad-label: হারিয়েছে [217,980,255,992]
auction-notice-title: নিলাম বিজ্ঞপ্তি [400,1824,763,1842]
table-header-cell: দরপত্রের উদ্ধৃত মূল্য [401,2050,584,2066]
ad-code: এনডি-১১২৯-১২/২৫ [289,1311,377,1323]
section-heading-lost: হারিয়েছে [209,90,386,131]
answer [1257,406,1507,486]
bank-auction-notice [394,1752,770,2352]
ad-text: : আমি নাম-মোছাঃ মাসুমা আক্তার, রেজিঃ নং-১৩২৭৯৩৫৩, বোর্ড-দিনাজপুর, মূল সার্টিফিকেট হারিয়েছে। জিডি নং-৬৬৩, তাং-১১/১১/২০২৫। [217,552,377,627]
quran-book-icon [990,198,1020,224]
article-body-weak-hadith [979,934,1518,1110]
question-label: প্রশ্ন [990,408,1005,420]
hadith-label-group [1211,191,1507,224]
author-designation: লেখক : খতিব, ভবানীপুর মাইক্রোপাড়া হক্কানি জামে মসজিদ, গাজীপুর [1257,1087,1507,1099]
wanted-ads-box [20,136,195,1012]
ad-code: এনডি-১১২২/২৫ [491,598,562,610]
article-body: জানুয়ারি, ২০২৬-এর মধ্যে বিজিএফসিএল-এর সাথে টার্ন কি পদ্ধতিতে নিয়োজিত চুক্তিভিত্তিক ঠিকাদারের আরো একটি রিগের মাধ্যমে তিতাস-৩১ ডিপ অনুসন্ধান কূপের খনন কার্যক্রম শুরু করার প্রত্যয়ে পেট্রোবাংলা নিরলসভাবে কাজ করে যাচ্ছে। এছাড়াও ভোলা এলাকায় পাঁচটি কূপ খননের লক্ষ্যে বাপেক্স ও টার্ন কি পদ্ধতিতে নিয়োজিত চুক্তিভিত্তিক ঠিকাদারের মধ্যে অতি শিগগিরই চুক্তি স্বাক্ষরিত হবে। বিজ্ঞপ্তি। [786,2051,967,2231]
classified-ad [217,361,377,454]
ad-text: : আমার এসএসসি (ভোক) রোল ৪২১১৯৭, রেজি ২০১৫৭৭, পাসের সন-২০১৪, বাংলাদেশ কারিগরি শিক্ষা বোর্ড, ঢাকা। মূল সার্টিফিকেট হারিয়ে গেছে। [217,885,377,959]
ad-code: এনডি-১১২৫-৩/২৫ [105,1440,187,1452]
table-subheader-cell: আর এস [638,2288,681,2304]
classified-ad [28,1076,187,1247]
news-column-energy [786,2003,967,2234]
ad-code: এফওসি-৪০/২৫ [311,346,377,358]
ad-code: এনডি-১১২৪/২৫ [116,880,187,892]
bank-name: বেসিক ব্যাংক লিমিটেড [507,1758,657,1778]
ad-label: হারিয়েছে [217,647,255,659]
news-column [394,90,778,1181]
bank-law: অর্থ ঋণ আদালত আইন ২০০৩ এর ১২(৩) ধারা মতে [477,1811,686,1822]
ad-code: পিসি-২৮০৭/২৫ [495,1089,562,1101]
section-title: দিগন্ত ইসলামী জীবন [1057,105,1325,143]
article-headline-fault[interactable]: মুমিন অন্যের না খোঁজে নিজের দোষ খোঁজে [1012,520,1484,553]
footer-instructions: সমসাময়িক বিষয় নিয়ে ইসলামের দৃষ্টিভঙ্গি ও বিধিবিধানের ওপর আপনিও লেখা পাঠাতে পারেন। লেখা অনধিক ৬০০ শব্দের মধ্যে হওয়া বাঞ্ছনীয়। ইসলামের বিভিন্ন বিষয়ের ওপর প্রশ্নও পাঠাতে পারেন। আপনার লেখা ও প্রশ্ন পাঠিয়ে দিন দিগন্ত ইসলামী জীবন, নয়া দিগন্ত, ১ আর কে মিশন রোড, মতিঝিল, ঢাকা। [997,2228,1500,2269]
classified-ad [217,978,377,1056]
classified-ad [217,645,377,723]
land-table [400,2271,763,2320]
ad-code: এনডি-১১২৯-৮/২৫ [296,962,377,975]
footer-title: লেখা পাঠান নতুন ই-মেইলে [1159,2187,1337,2207]
ad-text: : আমার পরিচয়পত্রে (যার নং ৫৫৪২৪৭৯১৭৪) ভুলবশত আমার নাম মো: সোহাগ MD SOHAG লিপিবদ্ধ হয়। জন্মনিবন্ধনপত্রে আমার শুদ্ধ নাম আব্দুল মান্নান (ABDUL MANNAN) লেখা রয়েছে। চট্টগ্রাম চীফ জুডিশিয়াল ম্যাজিস্ট্রেট আদালতের হলফনামামূলে (যার সিরিয়াল নং ১১৯/২৫ তারিখ ১১/১১/২০২৫ ইং) আমার জাতীয় পরিচয়পত্রে আমি আব্দুল মান্নান (ABDUL MANNAN) নামে পরিচিত হব। -আব্দুল মান্নান। [402,903,562,1086]
islamic-life-section [977,88,1520,2268]
classified-ad [28,1248,187,1326]
article-body: ব্যবস্থা নিন্ন মধ্যে চাঁদাবাজি ও দখলবাজির প্রতিকারের আহ্বান জানান। তিনি ব্যবসায়ী ও সংশ্লিষ্ট কর্তৃপক্ষের প্রতি আহ্বান জানান, রমজানের আগে বাজার থেকে চাঁদাবাজদের প্রভাব নির্মূল করে স্বাভাবিক বাণিজ্য পরিবেশ নিশ্চিত করতে। [580,861,776,958]
table-group-header: দাগ নং [557,2271,681,2288]
affidavit-ads-box [394,466,570,839]
classified-ad [28,284,187,485]
ad-text: : আমি জিয়াদের সাথা সংগে রেজিস্ট্রেশন কার্ড, সেশন-১৯৯৪-১৯৯৫, পাসের সন-১৯৯৭, শাখা-মানবিক, বোর্ড-যশোর মূল সার্টিফিকেট হারিয়েছে। [217,806,377,864]
article-body: হয়। সভায় ট্রাস্টি বোর্ডে পারিবারিক প্রভাব সীমিত করার পাশাপাশি নেতৃত্বের ভারসাম্য আনার প্রস্তাব দেয়া হয়। এ ছাড়া খসড়ায় বিশ্ববিদ্যালয় স্থাপন, পরিচালনা ও নিয়োগ প্রক্রিয়ায় আরো নানা পরিবর্তনের প্রস্তাব করা হয়েছে। এর মধ্যে রয়েছে ভিসি, প্রোভিসি ও কোষাধ্যক্ষ নিয়োগে ইউজিসির নেতৃত্বে সার্চ কমিটি গঠন, বিশ্ববিদ্যালয় স্থাপনের জন্য জমির আয়তন নির্ধারণ এবং ট্রাস্টি বোর্ডের দায়িত্ব সুনির্দিষ্ট করা। দেশে বর্তমানে বেসরকারি বিশ্ববিদ্যালয় রয়েছে ১১৬টি, যার মধ্যে ১০৫টিতে পাঠদান চলছে। শিক্ষার্থী সংখ্যা তিন লাখ ৫৮ হাজারের বেশি। ইউজিসি আশা করছে, সংশোধিত আইন কার্যকর হলে বিশ্ববিদ্যালয়গুলোর প্রশাসনিক কাঠামো আরো শক্তিশালী হবে এবং একচ্ছত্র নিয়ন্ত্রণের সংস্কৃতি কমবে। [580,124,776,404]
table-cell: দরপত্র গৃহীত হবার পরবর্তী ৯০ (নব্বই) দিন [618,2099,762,2115]
classified-ad [28,1391,187,1454]
page-number: ৪ [21,15,95,78]
